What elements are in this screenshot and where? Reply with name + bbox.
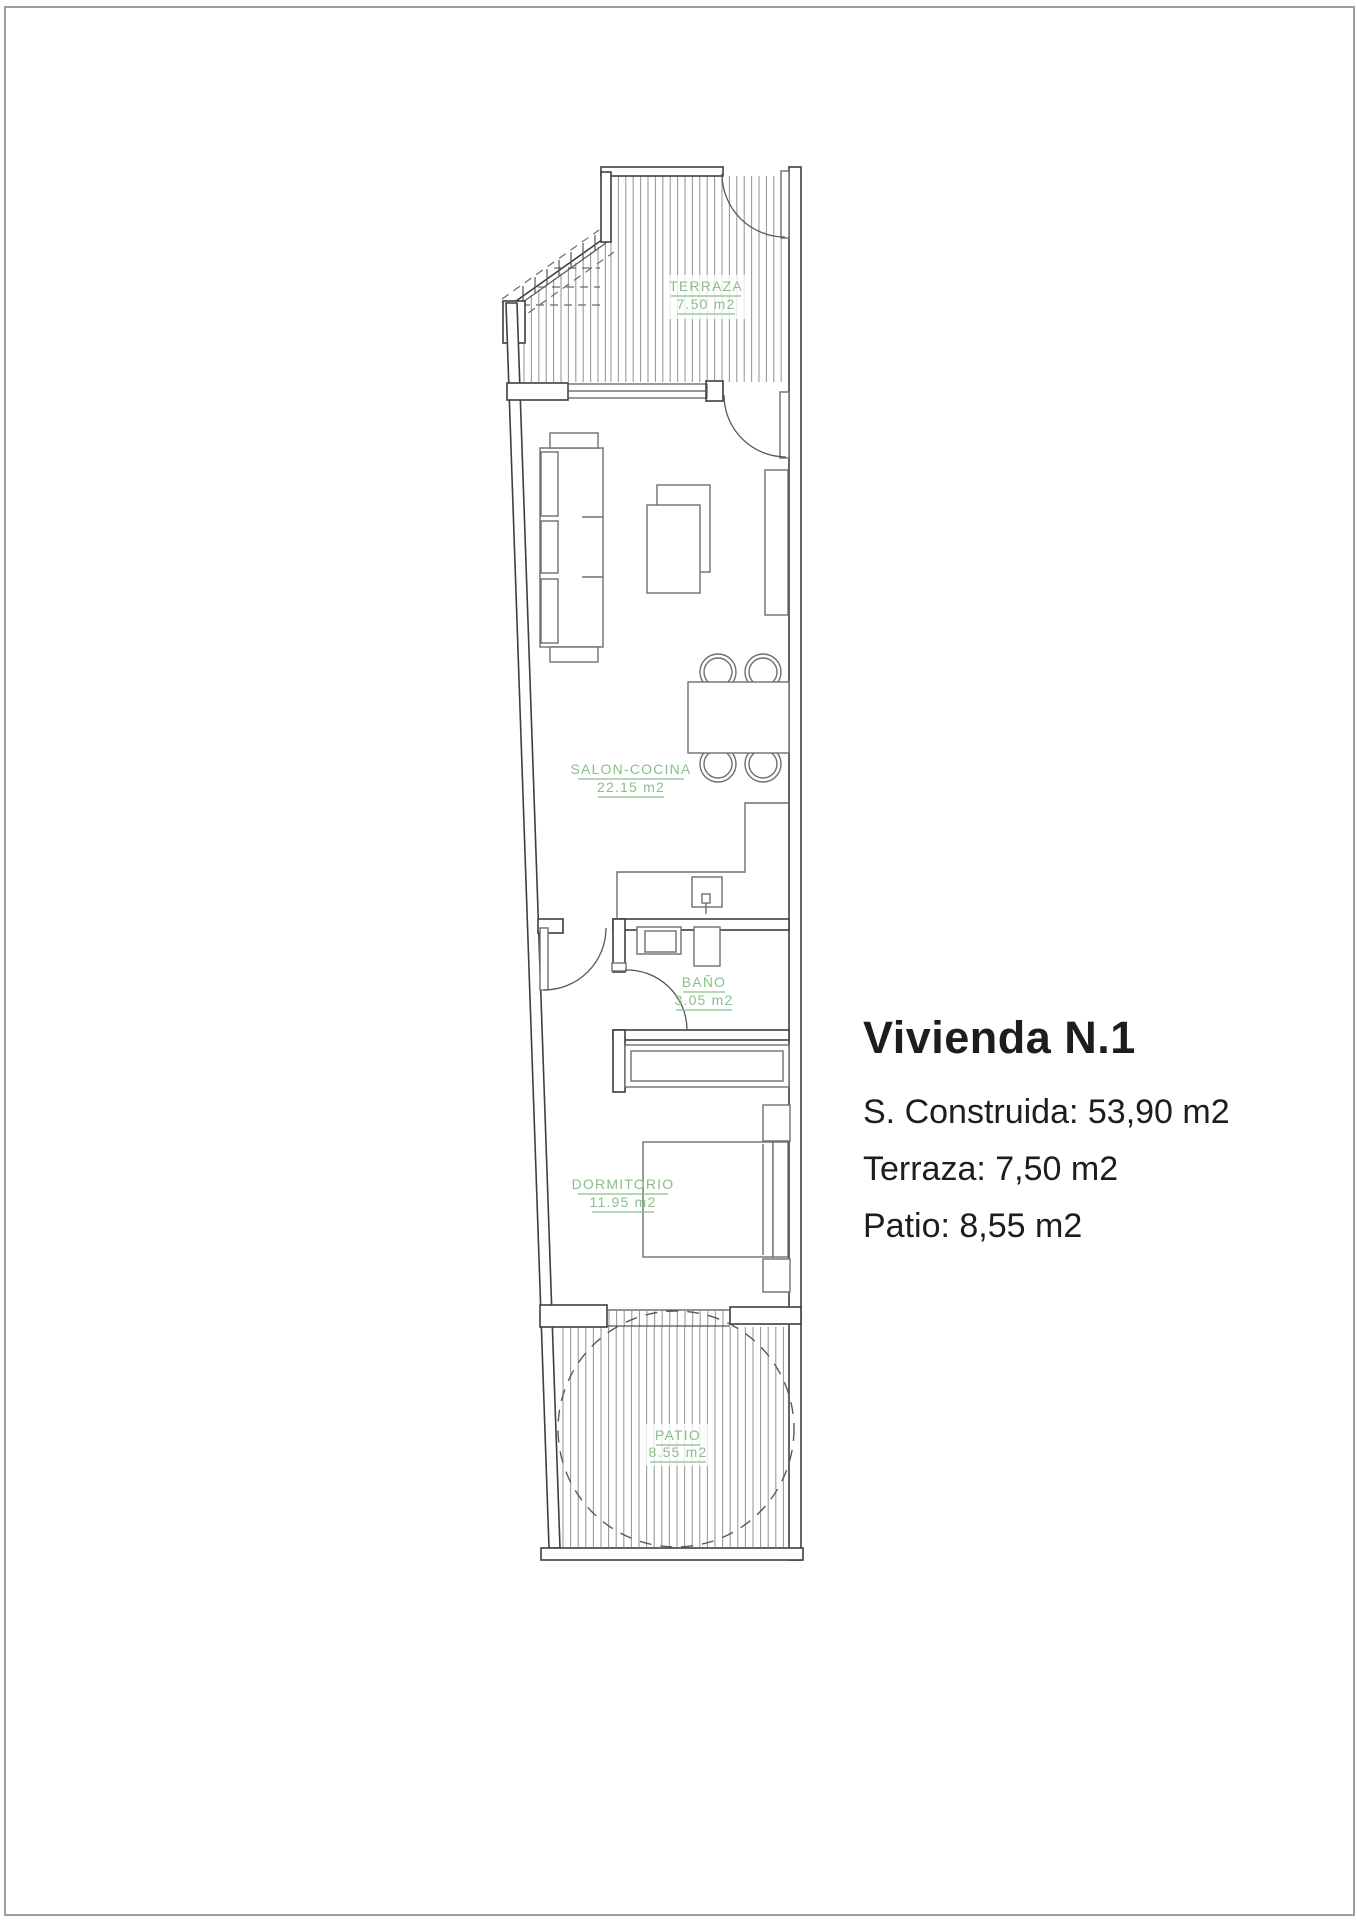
salon-terraza-door [724,392,789,458]
coffee-table [647,485,710,593]
door-leaf [780,392,789,458]
patio-hatch-opening [609,1311,723,1327]
bano-bottom-left-stub [613,1030,625,1092]
dormitorio-bottom-wall-left [540,1305,607,1327]
info-panel [863,1012,1230,1255]
tv-cabinet [765,470,788,615]
room-label-patio: PATIO [655,1427,701,1443]
terraza-top-wall [601,167,723,176]
kitchen-counter [617,803,789,919]
door-swing-arc [722,174,785,237]
bano-bottom-wall [613,1030,789,1040]
door-swing-arc [544,928,606,990]
entry-door [540,928,606,990]
salon-top-wall [507,383,568,400]
room-area-salon: 22.15 m2 [597,779,665,795]
headboard [773,1142,788,1257]
room-area-dormitorio: 11.95 m2 [589,1194,657,1210]
patio-area-line: Patio: 8,55 m2 [863,1207,1083,1245]
terrace-area-line: Terraza: 7,50 m2 [863,1150,1119,1188]
dormitorio-bottom-wall-right [730,1307,801,1324]
door-swing-arc [724,395,786,457]
terraza-hatch-slant [524,241,605,382]
right-exterior-wall [789,167,801,1560]
sofa [540,433,603,662]
room-area-terraza: 7.50 m2 [676,296,736,312]
terraza-window [568,384,707,398]
nightstand [763,1105,790,1141]
nightstand [763,1259,790,1292]
walls [503,167,803,1560]
room-area-patio: 8.55 m2 [648,1444,708,1460]
window-post [706,381,723,401]
dining-set [688,654,789,782]
room-label-salon: SALON-COCINA [570,761,692,777]
patio-opening-sill [607,1310,730,1326]
wardrobe [625,1045,789,1087]
bathroom-vanity [637,927,681,954]
door-leaf [781,171,789,238]
room-label-dormitorio: DORMITORIO [571,1176,675,1192]
terraza-left-wall [601,172,611,242]
built-area-line: S. Construida: 53,90 m2 [863,1093,1230,1131]
toilet [694,927,720,966]
room-area-bano: 3.05 m2 [674,992,734,1008]
patio-bottom-wall [541,1548,803,1560]
unit-title: Vivienda N.1 [863,1012,1136,1063]
room-label-terraza: TERRAZA [669,278,743,294]
bed [643,1142,788,1257]
room-label-bano: BAÑO [681,974,727,990]
terraza-gate-door [722,171,789,238]
door-leaf [540,928,548,990]
faucet-icon [702,894,710,903]
dining-table [688,682,789,753]
door-leaf [612,963,626,971]
